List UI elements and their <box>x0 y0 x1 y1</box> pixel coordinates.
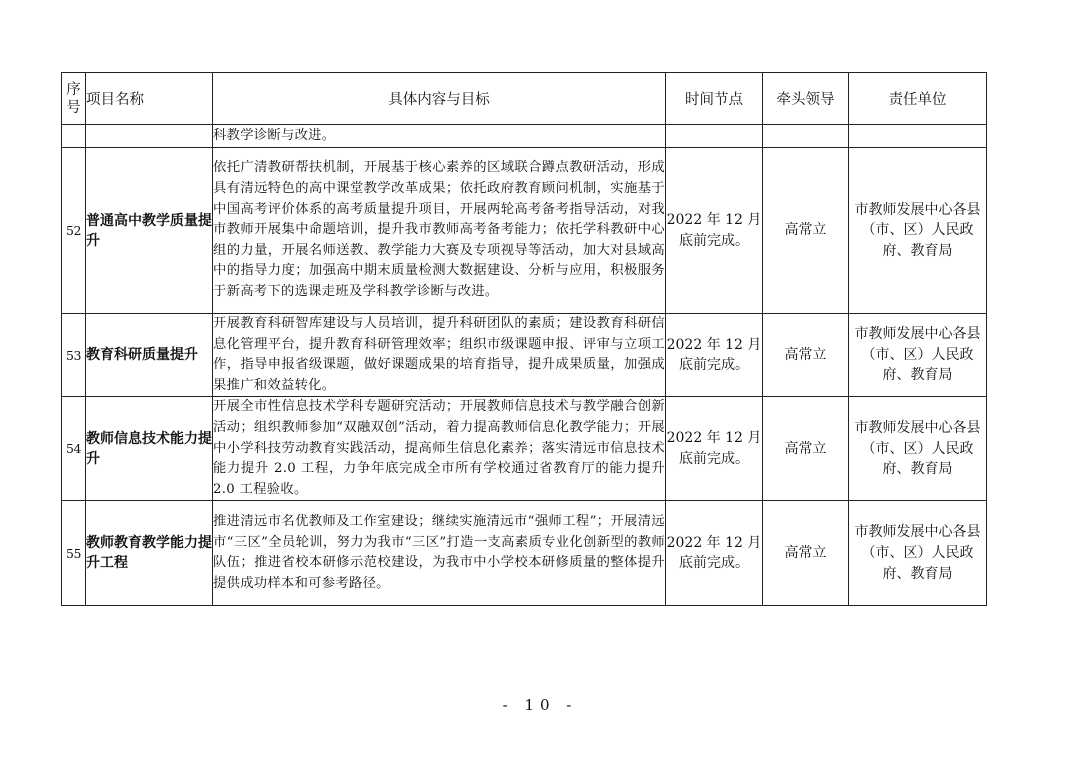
row-unit: 市教师发展中心各县（市、区）人民政府、教育局 <box>849 397 987 501</box>
row-project-name: 教师教育教学能力提升工程 <box>86 501 213 606</box>
header-leader: 牵头领导 <box>763 73 849 125</box>
row-unit: 市教师发展中心各县（市、区）人民政府、教育局 <box>849 314 987 397</box>
row-time: 2022 年 12 月底前完成。 <box>666 148 763 314</box>
continuation-row <box>62 125 987 148</box>
table-header-row <box>62 73 987 125</box>
row-content: 依托广清教研帮扶机制，开展基于核心素养的区域联合蹲点教研活动，形成具有清远特色的高中课堂教学改革成果；依托政府教育顾问机制，实施基于中国高考评价体系的高考质量提升项目，开展两轮高考备考指导活动，对我市教师开展集中命题培训，提升我市教师高考备考能力；依托学科教研中心组的力量，开展名师送教、教学能力大赛及专项视导等活动，加大对县域高中的指导力度；加强高中期末质量检测大数据建设、分析与应用，积极服务于新高考下的选课走班及学科教学诊断与改进。 <box>213 148 666 314</box>
row-time: 2022 年 12 月底前完成。 <box>666 314 763 397</box>
header-content: 具体内容与目标 <box>213 73 666 125</box>
row-leader: 高常立 <box>763 501 849 606</box>
row-time: 2022 年 12 月底前完成。 <box>666 397 763 501</box>
header-time: 时间节点 <box>666 73 763 125</box>
row-unit: 市教师发展中心各县（市、区）人民政府、教育局 <box>849 148 987 314</box>
row-leader: 高常立 <box>763 397 849 501</box>
cell-seq <box>62 125 86 148</box>
cell-time <box>666 125 763 148</box>
row-leader: 高常立 <box>763 314 849 397</box>
row-content: 开展教育科研智库建设与人员培训，提升科研团队的素质；建设教育科研信息化管理平台，提升教育科研管理效率；组织市级课题申报、评审与立项工作，指导申报省级课题，做好课题成果的培育指导，提升成果质量，加强成果推广和效益转化。 <box>213 314 666 397</box>
row-project-name: 教师信息技术能力提升 <box>86 397 213 501</box>
cell-content: 科教学诊断与改进。 <box>213 125 666 148</box>
table-row <box>62 397 987 501</box>
header-unit: 责任单位 <box>849 73 987 125</box>
header-name: 项目名称 <box>86 73 213 125</box>
cell-name <box>86 125 213 148</box>
row-seq: 52 <box>62 148 86 314</box>
cell-unit <box>849 125 987 148</box>
row-leader: 高常立 <box>763 148 849 314</box>
row-seq: 54 <box>62 397 86 501</box>
row-content: 开展全市性信息技术学科专题研究活动；开展教师信息技术与教学融合创新活动；组织教师参加“双融双创”活动，着力提高教师信息化教学能力；开展中小学科技劳动教育实践活动，提高师生信息化素养；落实清远市信息技术能力提升 2.0 工程，力争年底完成全市所有学校通过省教育厅的能力提升 2.0 工程验收。 <box>213 397 666 501</box>
table-row <box>62 501 987 606</box>
row-project-name: 教育科研质量提升 <box>86 314 213 397</box>
row-project-name: 普通高中教学质量提升 <box>86 148 213 314</box>
page-number: - 10 - <box>502 696 578 714</box>
cell-leader <box>763 125 849 148</box>
table-row <box>62 314 987 397</box>
row-content: 推进清远市名优教师及工作室建设；继续实施清远市“强师工程”；开展清远市“三区”全员轮训，努力为我市“三区”打造一支高素质专业化创新型的教师队伍；推进省校本研修示范校建设，为我市中小学校本研修质量的整体提升提供成功样本和可参考路径。 <box>213 501 666 606</box>
row-time: 2022 年 12 月底前完成。 <box>666 501 763 606</box>
row-seq: 55 <box>62 501 86 606</box>
row-seq: 53 <box>62 314 86 397</box>
header-seq: 序号 <box>62 73 86 125</box>
table-row <box>62 148 987 314</box>
work-plan-table <box>61 72 987 606</box>
row-unit: 市教师发展中心各县（市、区）人民政府、教育局 <box>849 501 987 606</box>
